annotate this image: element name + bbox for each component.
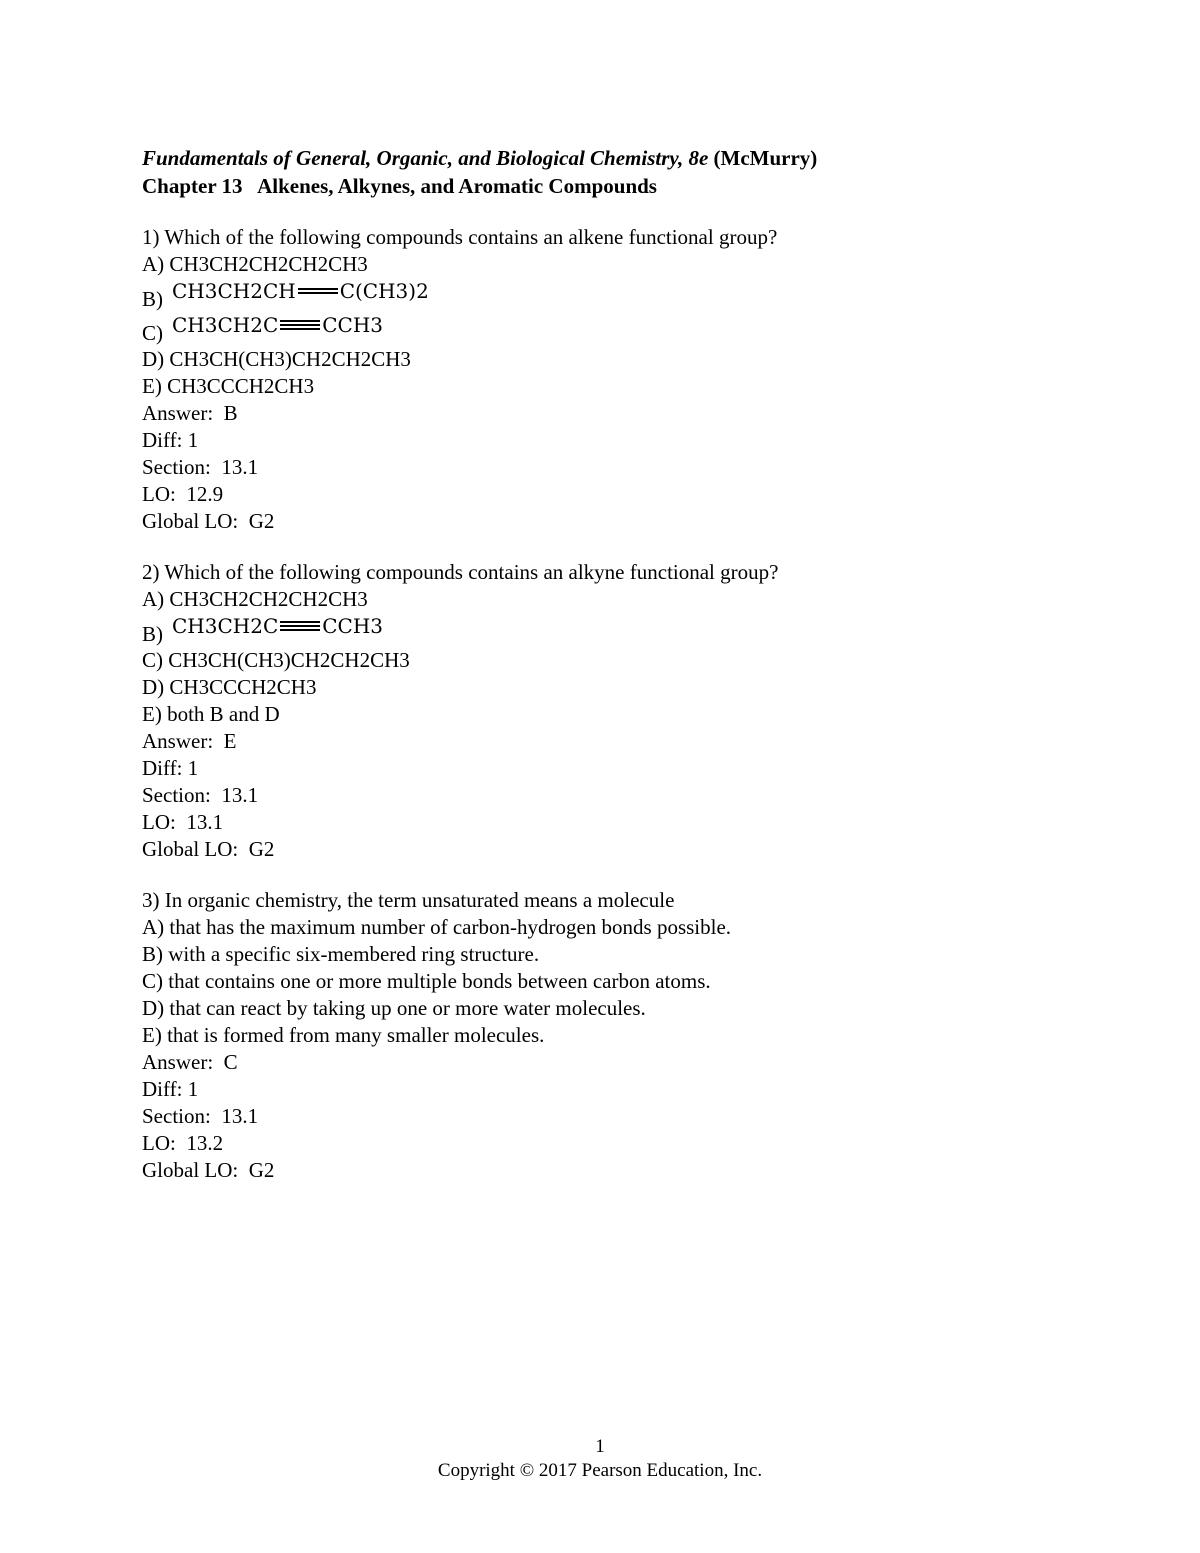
formula-right: CCH3 <box>322 614 384 638</box>
global-learning-objective: Global LO: G2 <box>142 509 275 533</box>
option-d: D) CH3CCCH2CH3 <box>142 675 317 699</box>
question-prompt: 3) In organic chemistry, the term unsaturated means a molecule <box>142 888 675 912</box>
option-e: E) that is formed from many smaller molecules. <box>142 1023 545 1047</box>
option-b <box>142 278 1042 312</box>
option-label: B) <box>142 287 163 311</box>
question-2 <box>142 559 1042 863</box>
section: Section: 13.1 <box>142 783 259 807</box>
difficulty: Diff: 1 <box>142 428 199 452</box>
book-title-line <box>142 144 1042 172</box>
global-learning-objective: Global LO: G2 <box>142 837 275 861</box>
difficulty: Diff: 1 <box>142 756 199 780</box>
option-a: A) CH3CH2CH2CH2CH3 <box>142 587 368 611</box>
formula-left: CH3CH2CH <box>172 279 296 303</box>
option-c: C) CH3CH(CH3)CH2CH2CH3 <box>142 648 410 672</box>
learning-objective: LO: 13.2 <box>142 1131 224 1155</box>
structural-formula <box>172 312 383 338</box>
learning-objective: LO: 12.9 <box>142 482 224 506</box>
document-page <box>142 144 1042 1184</box>
page-number: 1 <box>595 1436 605 1457</box>
option-b <box>142 613 1042 647</box>
double-bond-icon <box>298 286 338 296</box>
answer: Answer: E <box>142 729 237 753</box>
option-a: A) that has the maximum number of carbon-hydrogen bonds possible. <box>142 915 732 939</box>
formula-right: CCH3 <box>322 313 384 337</box>
difficulty: Diff: 1 <box>142 1077 199 1101</box>
triple-bond-icon <box>280 318 320 332</box>
chapter-title: Chapter 13 Alkenes, Alkynes, and Aromatic Compounds <box>142 174 657 198</box>
structural-formula <box>172 613 383 639</box>
option-e: E) both B and D <box>142 702 280 726</box>
question-prompt: 1) Which of the following compounds contains an alkene functional group? <box>142 225 778 249</box>
structural-formula <box>172 278 429 304</box>
option-e: E) CH3CCCH2CH3 <box>142 374 315 398</box>
book-author: (McMurry) <box>713 146 818 170</box>
answer: Answer: B <box>142 401 238 425</box>
option-label: C) <box>142 321 163 345</box>
book-title: Fundamentals of General, Organic, and Biological Chemistry, 8e <box>142 146 709 170</box>
question-prompt: 2) Which of the following compounds contains an alkyne functional group? <box>142 560 779 584</box>
option-label: B) <box>142 622 163 646</box>
option-d: D) CH3CH(CH3)CH2CH2CH3 <box>142 347 411 371</box>
learning-objective: LO: 13.1 <box>142 810 224 834</box>
section: Section: 13.1 <box>142 1104 259 1128</box>
question-3 <box>142 887 1042 1184</box>
formula-right: C(CH3)2 <box>339 279 429 303</box>
section: Section: 13.1 <box>142 455 259 479</box>
copyright-notice: Copyright © 2017 Pearson Education, Inc. <box>437 1460 763 1481</box>
option-a: A) CH3CH2CH2CH2CH3 <box>142 252 368 276</box>
formula-left: CH3CH2C <box>172 614 279 638</box>
question-1 <box>142 224 1042 535</box>
answer: Answer: C <box>142 1050 238 1074</box>
option-c <box>142 312 1042 346</box>
option-c: C) that contains one or more multiple bonds between carbon atoms. <box>142 969 711 993</box>
option-d: D) that can react by taking up one or more water molecules. <box>142 996 646 1020</box>
formula-left: CH3CH2C <box>172 313 279 337</box>
option-b: B) with a specific six-membered ring structure. <box>142 942 540 966</box>
global-learning-objective: Global LO: G2 <box>142 1158 275 1182</box>
triple-bond-icon <box>280 619 320 633</box>
